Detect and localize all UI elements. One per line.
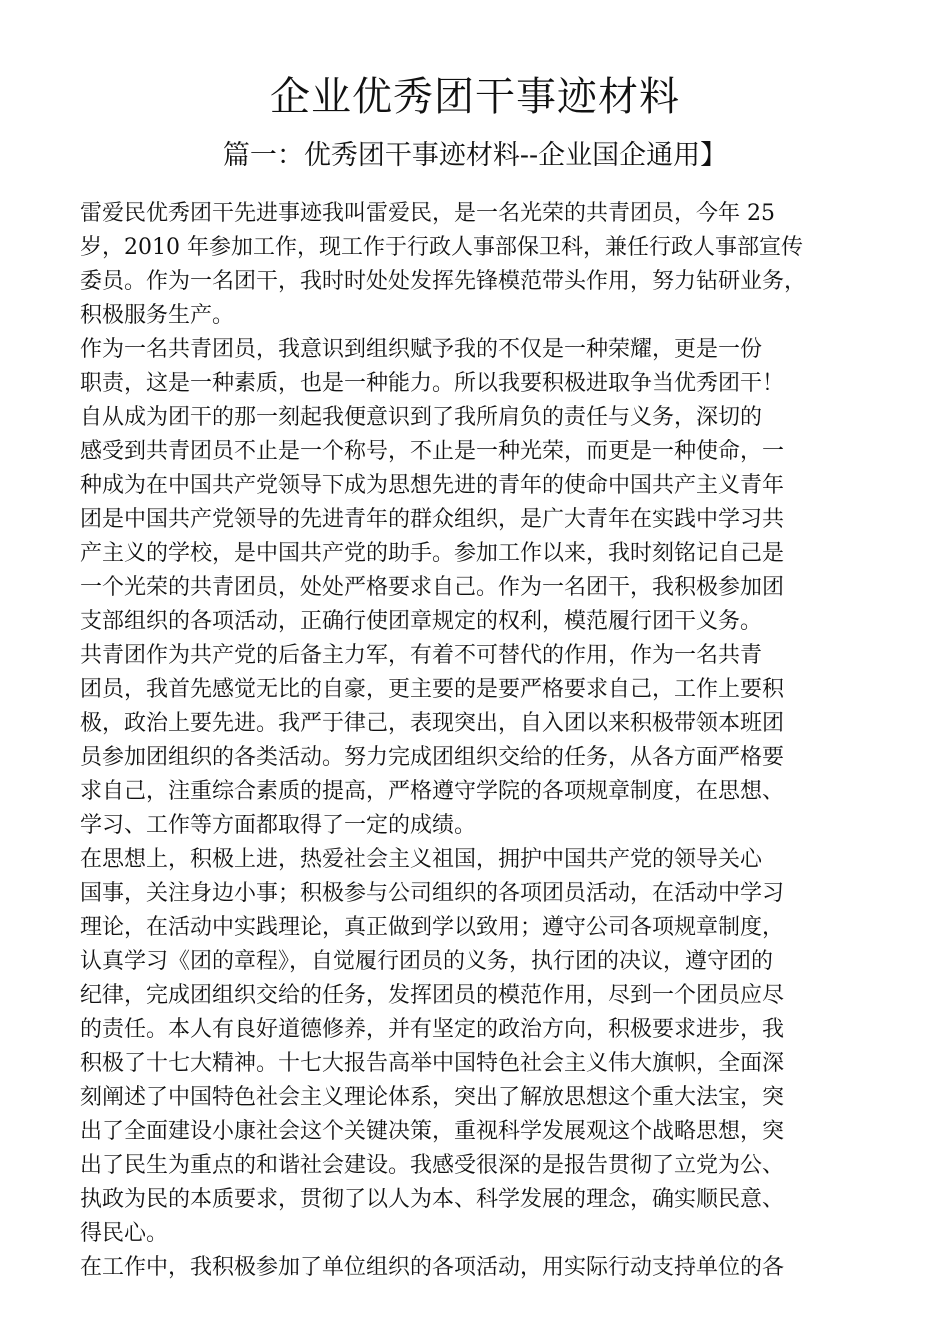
body-text-line: 感受到共青团员不止是一个称号，不止是一种光荣，而更是一种使命，一 — [80, 439, 785, 464]
body-text-line: 一个光荣的共青团员，处处严格要求自己。作为一名团干，我积极参加团 — [80, 575, 785, 600]
document-body — [80, 197, 900, 1285]
body-text-line: 极，政治上要先进。我严于律己，表现突出，自入团以来积极带领本班团 — [80, 711, 785, 736]
body-text-line: 在工作中，我积极参加了单位组织的各项活动，用实际行动支持单位的各 — [80, 1255, 785, 1280]
body-text-line: 雷爱民优秀团干先进事迹我叫雷爱民，是一名光荣的共青团员，今年 25 — [80, 201, 775, 226]
body-text-line: 国事，关注身边小事；积极参与公司组织的各项团员活动，在活动中学习 — [80, 881, 785, 906]
body-text-line: 刻阐述了中国特色社会主义理论体系，突出了解放思想这个重大法宝，突 — [80, 1085, 785, 1110]
body-text-line: 团员，我首先感觉无比的自豪，更主要的是要严格要求自己，工作上要积 — [80, 677, 785, 702]
body-text-line: 认真学习《团的章程》，自觉履行团员的义务，执行团的决议，遵守团的 — [80, 949, 774, 974]
body-text-line: 积极服务生产。 — [80, 303, 235, 328]
body-text-line: 出了全面建设小康社会这个关键决策，重视科学发展观这个战略思想，突 — [80, 1119, 785, 1144]
body-text-line: 执政为民的本质要求，贯彻了以人为本、科学发展的理念，确实顺民意、 — [80, 1187, 785, 1212]
body-text-line: 作为一名共青团员，我意识到组织赋予我的不仅是一种荣耀，更是一份 — [80, 337, 763, 362]
body-text-line: 得民心。 — [80, 1221, 169, 1246]
body-text-line: 理论，在活动中实践理论，真正做到学以致用；遵守公司各项规章制度， — [80, 915, 785, 940]
body-text-line: 岁，2010 年参加工作，现工作于行政人事部保卫科，兼任行政人事部宣传 — [80, 235, 803, 260]
body-text-line: 积极了十七大精神。十七大报告高举中国特色社会主义伟大旗帜，全面深 — [80, 1051, 785, 1076]
document-title: 企业优秀团干事迹材料 — [270, 74, 680, 120]
body-text-line: 产主义的学校，是中国共产党的助手。参加工作以来，我时刻铭记自己是 — [80, 541, 785, 566]
body-text-line: 员参加团组织的各类活动。努力完成团组织交给的任务，从各方面严格要 — [80, 745, 785, 770]
body-text-line: 的责任。本人有良好道德修养，并有坚定的政治方向，积极要求进步，我 — [80, 1017, 785, 1042]
body-text-line: 团是中国共产党领导的先进青年的群众组织，是广大青年在实践中学习共 — [80, 507, 785, 532]
body-text-line: 共青团作为共产党的后备主力军，有着不可替代的作用，作为一名共青 — [80, 643, 763, 668]
document-subtitle: 篇一：优秀团干事迹材料--企业国企通用】 — [222, 140, 728, 171]
body-text-line: 委员。作为一名团干，我时时处处发挥先锋模范带头作用，努力钻研业务， — [80, 269, 807, 294]
body-text-line: 种成为在中国共产党领导下成为思想先进的青年的使命中国共产主义青年 — [80, 473, 785, 498]
body-text-line: 纪律，完成团组织交给的任务，发挥团员的模范作用，尽到一个团员应尽 — [80, 983, 785, 1008]
body-text-line: 自从成为团干的那一刻起我便意识到了我所肩负的责任与义务，深切的 — [80, 405, 763, 430]
body-text-line: 学习、工作等方面都取得了一定的成绩。 — [80, 813, 477, 838]
body-text-line: 职责，这是一种素质，也是一种能力。所以我要积极进取争当优秀团干！ — [80, 371, 785, 396]
body-text-line: 出了民生为重点的和谐社会建设。我感受很深的是报告贯彻了立党为公、 — [80, 1153, 785, 1178]
body-text-line: 求自己，注重综合素质的提高，严格遵守学院的各项规章制度，在思想、 — [80, 779, 785, 804]
body-text-line: 支部组织的各项活动，正确行使团章规定的权利，模范履行团干义务。 — [80, 609, 763, 634]
body-text-line: 在思想上，积极上进，热爱社会主义祖国，拥护中国共产党的领导关心 — [80, 847, 763, 872]
